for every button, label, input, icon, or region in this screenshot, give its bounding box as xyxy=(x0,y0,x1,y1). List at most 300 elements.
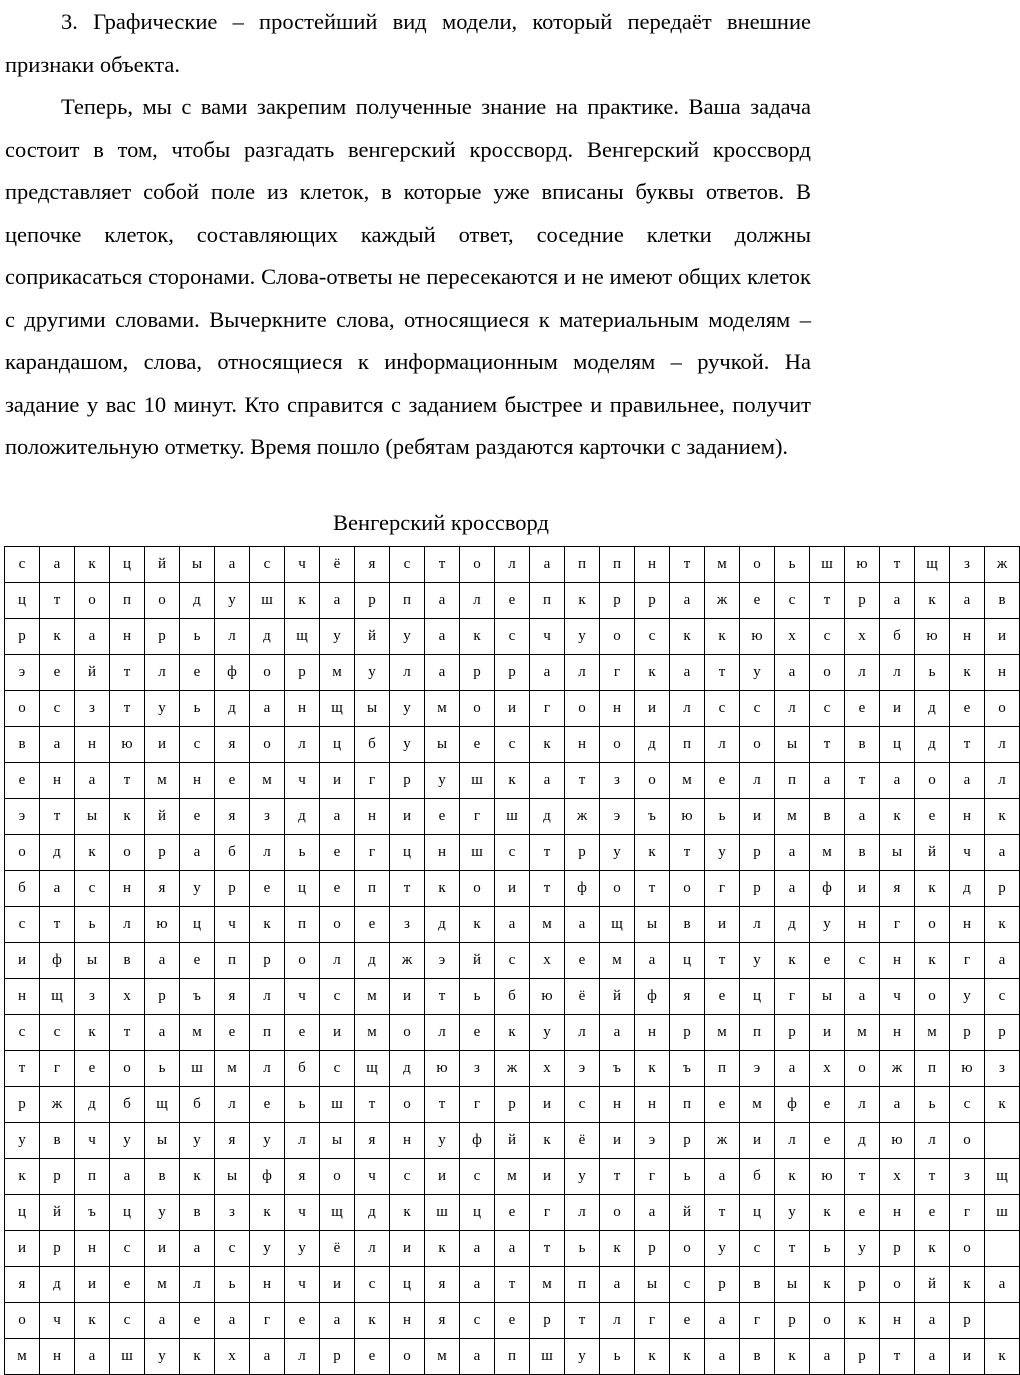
crossword-cell[interactable]: к xyxy=(75,1303,110,1339)
crossword-cell[interactable]: л xyxy=(985,727,1020,763)
crossword-cell[interactable]: к xyxy=(425,1231,460,1267)
crossword-cell[interactable]: у xyxy=(145,1339,180,1375)
crossword-cell[interactable]: е xyxy=(495,1195,530,1231)
crossword-cell[interactable]: р xyxy=(250,943,285,979)
crossword-cell[interactable]: м xyxy=(425,691,460,727)
crossword-cell[interactable]: о xyxy=(670,1231,705,1267)
crossword-cell[interactable]: р xyxy=(950,1303,985,1339)
crossword-cell[interactable]: к xyxy=(985,1087,1020,1123)
crossword-cell[interactable]: о xyxy=(950,1231,985,1267)
crossword-cell[interactable]: м xyxy=(530,1267,565,1303)
crossword-cell[interactable]: н xyxy=(880,1195,915,1231)
crossword-cell[interactable]: а xyxy=(40,727,75,763)
crossword-cell[interactable]: а xyxy=(600,1015,635,1051)
crossword-cell[interactable]: ь xyxy=(215,1267,250,1303)
crossword-cell[interactable]: р xyxy=(740,835,775,871)
crossword-cell[interactable]: я xyxy=(355,547,390,583)
crossword-cell[interactable]: к xyxy=(110,799,145,835)
crossword-cell[interactable]: ю xyxy=(145,907,180,943)
crossword-cell[interactable]: у xyxy=(110,1123,145,1159)
crossword-cell[interactable]: н xyxy=(180,763,215,799)
crossword-cell[interactable]: е xyxy=(495,1303,530,1339)
crossword-cell[interactable]: д xyxy=(390,1051,425,1087)
crossword-cell[interactable]: й xyxy=(915,835,950,871)
crossword-cell[interactable]: н xyxy=(950,799,985,835)
crossword-cell[interactable]: ф xyxy=(775,1087,810,1123)
crossword-cell[interactable]: а xyxy=(180,835,215,871)
crossword-cell[interactable]: у xyxy=(215,583,250,619)
crossword-cell[interactable]: н xyxy=(390,1123,425,1159)
crossword-cell[interactable]: г xyxy=(950,943,985,979)
crossword-cell[interactable]: н xyxy=(285,691,320,727)
crossword-cell[interactable]: м xyxy=(845,1015,880,1051)
crossword-cell[interactable]: и xyxy=(985,619,1020,655)
crossword-cell[interactable]: н xyxy=(985,655,1020,691)
crossword-cell[interactable]: п xyxy=(215,943,250,979)
crossword-cell[interactable]: г xyxy=(460,1087,495,1123)
crossword-cell[interactable]: ф xyxy=(460,1123,495,1159)
crossword-cell[interactable]: п xyxy=(250,1015,285,1051)
crossword-cell[interactable]: м xyxy=(810,835,845,871)
crossword-cell[interactable]: н xyxy=(250,1267,285,1303)
crossword-cell[interactable]: и xyxy=(145,1231,180,1267)
crossword-cell[interactable]: и xyxy=(390,979,425,1015)
crossword-cell[interactable]: н xyxy=(355,799,390,835)
crossword-cell[interactable]: и xyxy=(845,871,880,907)
crossword-cell[interactable]: у xyxy=(390,619,425,655)
crossword-cell[interactable]: у xyxy=(250,1231,285,1267)
crossword-cell[interactable]: т xyxy=(810,583,845,619)
crossword-cell[interactable]: л xyxy=(285,1123,320,1159)
crossword-cell[interactable]: о xyxy=(110,1051,145,1087)
crossword-cell[interactable]: щ xyxy=(320,691,355,727)
crossword-cell[interactable]: д xyxy=(250,619,285,655)
crossword-cell[interactable]: к xyxy=(180,1339,215,1375)
crossword-cell[interactable]: л xyxy=(285,727,320,763)
crossword-cell[interactable]: я xyxy=(5,1267,40,1303)
crossword-cell[interactable]: а xyxy=(75,1339,110,1375)
crossword-cell[interactable]: с xyxy=(320,1051,355,1087)
crossword-cell[interactable]: о xyxy=(600,727,635,763)
crossword-cell[interactable]: л xyxy=(250,979,285,1015)
crossword-cell[interactable]: й xyxy=(75,655,110,691)
crossword-cell[interactable]: г xyxy=(740,1303,775,1339)
crossword-cell[interactable]: а xyxy=(775,655,810,691)
crossword-cell[interactable]: т xyxy=(670,835,705,871)
crossword-cell[interactable]: ч xyxy=(285,979,320,1015)
crossword-cell[interactable]: л xyxy=(425,1015,460,1051)
crossword-cell[interactable]: б xyxy=(495,979,530,1015)
crossword-cell[interactable]: д xyxy=(285,799,320,835)
crossword-cell[interactable]: ш xyxy=(810,547,845,583)
crossword-cell[interactable]: у xyxy=(950,979,985,1015)
crossword-cell[interactable]: ш xyxy=(985,1195,1020,1231)
crossword-cell[interactable]: т xyxy=(5,1051,40,1087)
crossword-cell[interactable]: й xyxy=(145,799,180,835)
crossword-cell[interactable]: у xyxy=(705,1231,740,1267)
crossword-cell[interactable]: о xyxy=(460,871,495,907)
crossword-cell[interactable]: д xyxy=(40,1267,75,1303)
crossword-cell[interactable]: д xyxy=(915,727,950,763)
crossword-cell[interactable]: о xyxy=(845,1051,880,1087)
crossword-cell[interactable]: т xyxy=(565,763,600,799)
crossword-cell[interactable]: я xyxy=(215,799,250,835)
crossword-cell[interactable]: е xyxy=(355,1339,390,1375)
crossword-cell[interactable]: л xyxy=(915,1123,950,1159)
crossword-cell[interactable]: х xyxy=(530,1051,565,1087)
crossword-cell[interactable]: н xyxy=(110,871,145,907)
crossword-cell[interactable]: р xyxy=(530,1303,565,1339)
crossword-cell[interactable]: с xyxy=(740,691,775,727)
crossword-cell[interactable]: п xyxy=(355,871,390,907)
crossword-cell[interactable]: с xyxy=(810,691,845,727)
crossword-cell[interactable]: м xyxy=(320,655,355,691)
crossword-cell[interactable]: ч xyxy=(285,547,320,583)
crossword-cell[interactable]: ц xyxy=(390,835,425,871)
crossword-cell[interactable]: ы xyxy=(180,547,215,583)
crossword-cell[interactable]: а xyxy=(40,547,75,583)
crossword-cell[interactable]: р xyxy=(320,1339,355,1375)
crossword-cell[interactable]: р xyxy=(775,1015,810,1051)
crossword-cell[interactable]: ц xyxy=(670,943,705,979)
crossword-cell[interactable]: в xyxy=(810,799,845,835)
crossword-cell[interactable]: а xyxy=(425,655,460,691)
crossword-cell[interactable]: т xyxy=(390,871,425,907)
crossword-cell[interactable]: щ xyxy=(355,1051,390,1087)
crossword-cell[interactable]: а xyxy=(950,583,985,619)
crossword-cell[interactable]: т xyxy=(950,727,985,763)
crossword-cell[interactable]: ц xyxy=(5,583,40,619)
crossword-cell[interactable]: п xyxy=(565,547,600,583)
crossword-cell[interactable]: д xyxy=(215,691,250,727)
crossword-cell[interactable]: о xyxy=(460,547,495,583)
crossword-cell[interactable]: о xyxy=(950,1123,985,1159)
crossword-cell[interactable]: л xyxy=(390,655,425,691)
crossword-cell[interactable]: д xyxy=(530,799,565,835)
crossword-cell[interactable]: е xyxy=(425,799,460,835)
crossword-cell[interactable]: т xyxy=(110,655,145,691)
crossword-cell[interactable]: з xyxy=(950,547,985,583)
crossword-cell[interactable]: ж xyxy=(705,1123,740,1159)
crossword-cell[interactable]: ц xyxy=(110,547,145,583)
crossword-cell[interactable]: м xyxy=(705,547,740,583)
crossword-cell[interactable]: о xyxy=(740,727,775,763)
crossword-cell[interactable]: и xyxy=(740,799,775,835)
crossword-cell[interactable]: е xyxy=(565,943,600,979)
crossword-cell[interactable]: т xyxy=(880,547,915,583)
crossword-cell[interactable]: б xyxy=(355,727,390,763)
crossword-cell[interactable]: ы xyxy=(320,1123,355,1159)
crossword-cell[interactable]: я xyxy=(670,979,705,1015)
crossword-cell[interactable]: и xyxy=(390,799,425,835)
crossword-cell[interactable]: т xyxy=(880,1339,915,1375)
crossword-cell[interactable]: а xyxy=(250,691,285,727)
crossword-cell[interactable]: ю xyxy=(670,799,705,835)
crossword-cell[interactable]: и xyxy=(320,763,355,799)
crossword-cell[interactable]: к xyxy=(600,1231,635,1267)
crossword-cell[interactable]: н xyxy=(950,619,985,655)
crossword-cell[interactable]: с xyxy=(495,835,530,871)
crossword-cell[interactable]: б xyxy=(285,1051,320,1087)
crossword-cell[interactable]: л xyxy=(845,655,880,691)
crossword-cell[interactable]: с xyxy=(985,979,1020,1015)
crossword-cell[interactable]: к xyxy=(775,943,810,979)
crossword-cell[interactable]: а xyxy=(320,583,355,619)
crossword-cell[interactable]: с xyxy=(845,943,880,979)
crossword-cell[interactable]: г xyxy=(460,799,495,835)
crossword-cell[interactable]: к xyxy=(530,727,565,763)
crossword-cell[interactable]: к xyxy=(460,907,495,943)
crossword-cell[interactable]: о xyxy=(915,763,950,799)
crossword-cell[interactable]: н xyxy=(635,547,670,583)
crossword-cell[interactable]: с xyxy=(740,1231,775,1267)
crossword-cell[interactable]: а xyxy=(670,583,705,619)
crossword-cell[interactable]: в xyxy=(740,1339,775,1375)
crossword-cell[interactable]: у xyxy=(845,1231,880,1267)
crossword-cell[interactable]: л xyxy=(565,1015,600,1051)
crossword-cell[interactable]: р xyxy=(670,1123,705,1159)
crossword-cell[interactable]: е xyxy=(285,1303,320,1339)
crossword-cell[interactable]: я xyxy=(285,1159,320,1195)
crossword-cell[interactable]: г xyxy=(635,1303,670,1339)
crossword-cell[interactable]: а xyxy=(775,1051,810,1087)
crossword-cell[interactable]: ь xyxy=(810,1231,845,1267)
crossword-cell[interactable]: а xyxy=(565,907,600,943)
crossword-cell[interactable]: ш xyxy=(495,799,530,835)
crossword-cell[interactable]: о xyxy=(285,943,320,979)
crossword-cell[interactable]: ц xyxy=(285,871,320,907)
crossword-cell[interactable]: ч xyxy=(880,979,915,1015)
crossword-cell[interactable]: ж xyxy=(880,1051,915,1087)
crossword-cell[interactable]: м xyxy=(495,1159,530,1195)
crossword-cell[interactable]: у xyxy=(390,727,425,763)
crossword-cell[interactable]: й xyxy=(40,1195,75,1231)
crossword-cell[interactable]: к xyxy=(775,1339,810,1375)
crossword-cell[interactable]: ц xyxy=(5,1195,40,1231)
crossword-cell[interactable]: л xyxy=(775,691,810,727)
crossword-cell[interactable]: а xyxy=(460,1267,495,1303)
crossword-cell[interactable]: ш xyxy=(425,1195,460,1231)
crossword-cell[interactable]: к xyxy=(495,1015,530,1051)
crossword-cell[interactable]: л xyxy=(495,547,530,583)
crossword-cell[interactable]: п xyxy=(565,1267,600,1303)
crossword-cell[interactable]: ц xyxy=(110,1195,145,1231)
crossword-cell[interactable]: м xyxy=(915,1015,950,1051)
crossword-cell[interactable]: ю xyxy=(110,727,145,763)
crossword-cell[interactable]: ы xyxy=(775,1267,810,1303)
crossword-cell[interactable]: е xyxy=(215,1015,250,1051)
crossword-cell[interactable]: к xyxy=(635,1051,670,1087)
crossword-cell[interactable]: е xyxy=(460,727,495,763)
crossword-cell[interactable]: у xyxy=(320,619,355,655)
crossword-cell[interactable]: к xyxy=(180,1159,215,1195)
crossword-cell[interactable]: г xyxy=(705,871,740,907)
crossword-cell[interactable]: о xyxy=(390,1087,425,1123)
crossword-cell[interactable]: о xyxy=(810,655,845,691)
crossword-cell[interactable]: э xyxy=(740,1051,775,1087)
crossword-cell[interactable]: а xyxy=(145,943,180,979)
crossword-cell[interactable]: о xyxy=(810,1303,845,1339)
crossword-cell[interactable]: м xyxy=(215,1051,250,1087)
crossword-cell[interactable]: г xyxy=(355,835,390,871)
crossword-cell[interactable]: к xyxy=(495,763,530,799)
crossword-cell[interactable]: з xyxy=(950,1159,985,1195)
crossword-cell[interactable]: ъ xyxy=(600,1051,635,1087)
crossword-cell[interactable]: ц xyxy=(880,727,915,763)
crossword-cell[interactable]: с xyxy=(215,1231,250,1267)
crossword-cell[interactable]: е xyxy=(845,691,880,727)
crossword-cell[interactable]: р xyxy=(5,1087,40,1123)
crossword-cell[interactable]: м xyxy=(705,1015,740,1051)
crossword-cell[interactable]: б xyxy=(180,1087,215,1123)
crossword-cell[interactable]: к xyxy=(915,583,950,619)
crossword-cell[interactable]: й xyxy=(670,1195,705,1231)
crossword-cell[interactable]: к xyxy=(530,1123,565,1159)
crossword-cell[interactable]: д xyxy=(40,835,75,871)
crossword-cell[interactable]: ю xyxy=(425,1051,460,1087)
crossword-cell[interactable]: ч xyxy=(285,1267,320,1303)
crossword-cell[interactable]: о xyxy=(880,1267,915,1303)
crossword-cell[interactable]: к xyxy=(250,907,285,943)
crossword-cell[interactable]: а xyxy=(460,1339,495,1375)
crossword-cell[interactable]: й xyxy=(145,547,180,583)
crossword-cell[interactable]: н xyxy=(110,619,145,655)
crossword-cell[interactable]: и xyxy=(600,1123,635,1159)
crossword-cell[interactable]: п xyxy=(110,583,145,619)
crossword-cell[interactable]: о xyxy=(250,727,285,763)
crossword-cell[interactable]: а xyxy=(425,619,460,655)
crossword-cell[interactable]: к xyxy=(775,1159,810,1195)
crossword-cell[interactable]: а xyxy=(845,979,880,1015)
crossword-cell[interactable]: д xyxy=(775,907,810,943)
crossword-cell[interactable]: у xyxy=(355,655,390,691)
crossword-cell[interactable]: д xyxy=(950,871,985,907)
crossword-cell[interactable]: щ xyxy=(915,547,950,583)
crossword-cell[interactable]: ч xyxy=(285,1195,320,1231)
crossword-cell[interactable]: ы xyxy=(355,691,390,727)
crossword-cell[interactable]: у xyxy=(5,1123,40,1159)
crossword-cell[interactable]: а xyxy=(705,1339,740,1375)
crossword-cell[interactable]: е xyxy=(810,1123,845,1159)
crossword-cell[interactable]: н xyxy=(880,1015,915,1051)
crossword-cell[interactable]: я xyxy=(880,871,915,907)
crossword-cell[interactable]: и xyxy=(5,1231,40,1267)
crossword-cell[interactable]: б xyxy=(740,1159,775,1195)
crossword-cell[interactable]: о xyxy=(915,979,950,1015)
crossword-cell[interactable]: с xyxy=(775,583,810,619)
crossword-cell[interactable]: ц xyxy=(740,979,775,1015)
crossword-cell[interactable]: а xyxy=(40,871,75,907)
crossword-cell[interactable]: т xyxy=(40,583,75,619)
crossword-cell[interactable]: з xyxy=(390,907,425,943)
crossword-cell[interactable]: й xyxy=(915,1267,950,1303)
crossword-cell[interactable]: р xyxy=(5,619,40,655)
crossword-cell[interactable]: м xyxy=(180,1015,215,1051)
crossword-cell[interactable]: а xyxy=(530,547,565,583)
crossword-cell[interactable]: ц xyxy=(390,1267,425,1303)
crossword-cell[interactable]: ь xyxy=(565,1231,600,1267)
crossword-cell[interactable]: р xyxy=(635,1231,670,1267)
crossword-cell[interactable]: т xyxy=(775,1231,810,1267)
crossword-cell[interactable]: а xyxy=(320,799,355,835)
crossword-cell[interactable]: р xyxy=(635,583,670,619)
crossword-cell[interactable]: х xyxy=(880,1159,915,1195)
crossword-cell[interactable]: л xyxy=(985,763,1020,799)
crossword-cell[interactable]: у xyxy=(530,1015,565,1051)
crossword-cell[interactable]: н xyxy=(425,835,460,871)
crossword-cell[interactable]: у xyxy=(425,1123,460,1159)
crossword-cell[interactable]: т xyxy=(495,1267,530,1303)
crossword-cell[interactable]: т xyxy=(110,1015,145,1051)
crossword-cell[interactable]: ц xyxy=(180,907,215,943)
crossword-cell[interactable]: к xyxy=(75,835,110,871)
crossword-cell[interactable]: н xyxy=(635,1015,670,1051)
crossword-cell[interactable]: а xyxy=(845,799,880,835)
crossword-cell[interactable]: о xyxy=(600,619,635,655)
crossword-cell[interactable]: т xyxy=(425,979,460,1015)
crossword-cell[interactable]: о xyxy=(740,547,775,583)
crossword-cell[interactable]: с xyxy=(670,1267,705,1303)
crossword-cell[interactable]: б xyxy=(5,871,40,907)
crossword-cell[interactable]: и xyxy=(320,1267,355,1303)
crossword-cell[interactable]: п xyxy=(495,1339,530,1375)
crossword-cell[interactable]: о xyxy=(670,871,705,907)
crossword-cell[interactable]: м xyxy=(145,1267,180,1303)
crossword-cell[interactable]: у xyxy=(285,1231,320,1267)
crossword-cell[interactable]: у xyxy=(145,1195,180,1231)
crossword-cell[interactable]: ь xyxy=(600,1339,635,1375)
crossword-cell[interactable]: ш xyxy=(180,1051,215,1087)
crossword-cell[interactable]: ь xyxy=(460,979,495,1015)
crossword-cell[interactable]: д xyxy=(180,583,215,619)
crossword-cell[interactable]: о xyxy=(145,583,180,619)
crossword-cell[interactable]: е xyxy=(250,871,285,907)
crossword-cell[interactable]: у xyxy=(705,835,740,871)
crossword-cell[interactable]: е xyxy=(810,1087,845,1123)
crossword-cell[interactable]: е xyxy=(355,907,390,943)
crossword-cell[interactable]: ю xyxy=(950,1051,985,1087)
crossword-cell[interactable] xyxy=(985,1231,1020,1267)
crossword-cell[interactable]: к xyxy=(425,871,460,907)
crossword-cell[interactable]: л xyxy=(880,655,915,691)
crossword-cell[interactable]: е xyxy=(40,655,75,691)
crossword-cell[interactable]: а xyxy=(110,1159,145,1195)
crossword-cell[interactable]: к xyxy=(950,1267,985,1303)
crossword-cell[interactable]: и xyxy=(635,691,670,727)
crossword-cell[interactable]: ы xyxy=(635,907,670,943)
crossword-cell[interactable]: т xyxy=(670,547,705,583)
crossword-cell[interactable]: с xyxy=(390,547,425,583)
crossword-cell[interactable]: а xyxy=(180,1231,215,1267)
crossword-cell[interactable]: а xyxy=(810,1339,845,1375)
crossword-cell[interactable]: п xyxy=(775,763,810,799)
crossword-cell[interactable]: п xyxy=(670,727,705,763)
crossword-cell[interactable]: у xyxy=(250,1123,285,1159)
crossword-cell[interactable]: е xyxy=(180,943,215,979)
crossword-cell[interactable]: е xyxy=(180,799,215,835)
crossword-cell[interactable]: ь xyxy=(915,655,950,691)
crossword-cell[interactable]: я xyxy=(425,1267,460,1303)
crossword-cell[interactable]: р xyxy=(215,871,250,907)
crossword-cell[interactable]: и xyxy=(495,691,530,727)
crossword-cell[interactable]: п xyxy=(740,1015,775,1051)
crossword-cell[interactable]: а xyxy=(145,1015,180,1051)
crossword-cell[interactable]: а xyxy=(215,547,250,583)
crossword-cell[interactable]: к xyxy=(985,907,1020,943)
crossword-cell[interactable]: м xyxy=(600,943,635,979)
crossword-cell[interactable]: р xyxy=(390,763,425,799)
crossword-cell[interactable]: ч xyxy=(530,619,565,655)
